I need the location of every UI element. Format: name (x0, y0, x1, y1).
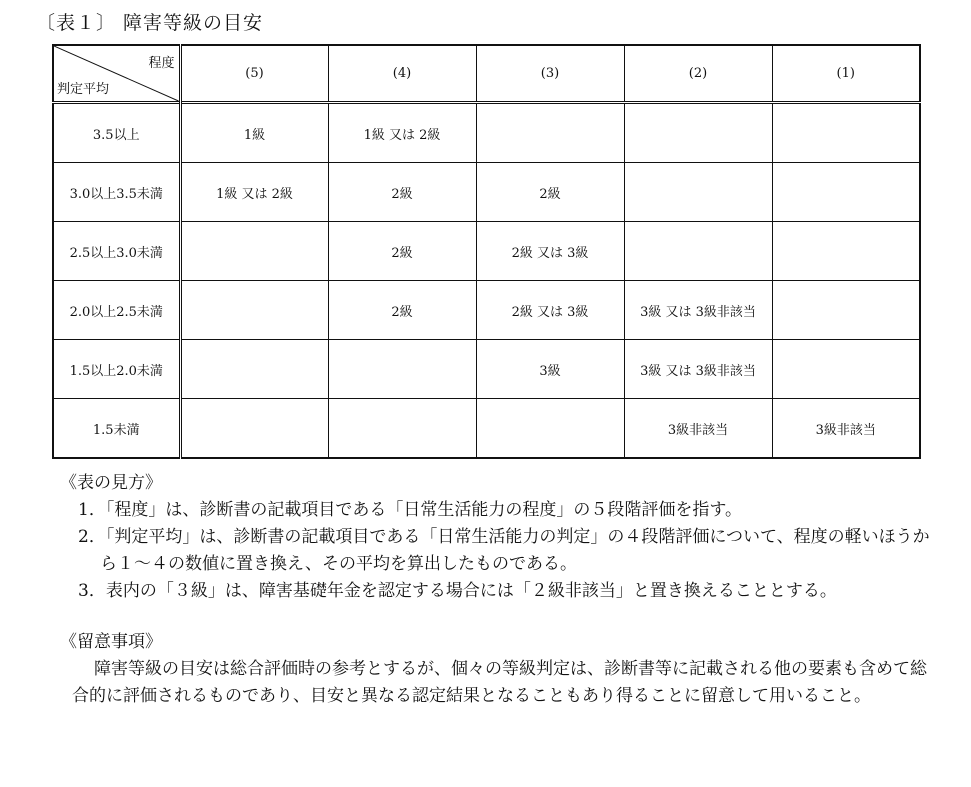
column-header: (4) (328, 45, 476, 103)
grade-cell (624, 222, 772, 281)
corner-average-label: 判定平均 (57, 82, 110, 97)
grade-cell (772, 222, 920, 281)
grade-table (52, 44, 921, 459)
grade-cell: 3級非該当 (624, 399, 772, 459)
corner-cell (53, 45, 180, 103)
grade-cell: 2級 (476, 163, 624, 222)
grade-cell: 2級 (328, 281, 476, 340)
grade-cell (772, 103, 920, 163)
table-header-row (53, 45, 920, 103)
row-label: 3.0以上3.5未満 (53, 163, 180, 222)
grade-cell: 2級 (328, 163, 476, 222)
row-label: 2.5以上3.0未満 (53, 222, 180, 281)
table-title: 〔表１〕 障害等級の目安 (36, 12, 264, 34)
column-header: (5) (180, 45, 328, 103)
grade-cell: 3級非該当 (772, 399, 920, 459)
grade-cell (624, 163, 772, 222)
grade-cell: 1級 (180, 103, 328, 163)
grade-cell: 1級 又は 2級 (328, 103, 476, 163)
grade-cell: 1級 又は 2級 (180, 163, 328, 222)
row-label: 1.5未満 (53, 399, 180, 459)
grade-cell (772, 281, 920, 340)
row-label: 1.5以上2.0未満 (53, 340, 180, 399)
grade-cell (180, 281, 328, 340)
grade-cell (328, 340, 476, 399)
grade-cell: 3級 (476, 340, 624, 399)
grade-cell (476, 399, 624, 459)
grade-cell: 2級 又は 3級 (476, 222, 624, 281)
grade-cell: 2級 又は 3級 (476, 281, 624, 340)
table-row (53, 399, 920, 459)
grade-cell: 3級 又は 3級非該当 (624, 340, 772, 399)
grade-cell (180, 340, 328, 399)
table-row (53, 103, 920, 163)
column-header: (3) (476, 45, 624, 103)
table-row (53, 222, 920, 281)
notes-heading: 《留意事項》 (60, 632, 162, 652)
row-label: 3.5以上 (53, 103, 180, 163)
column-header: (1) (772, 45, 920, 103)
howto-item: 2．「判定平均」は、診断書の記載項目である「日常生活能力の判定」の４段階評価について、程度の軽いほうから１～４の数値に置き換え、その平均を算出したものである。 (78, 527, 930, 574)
howto-item: 1．「程度」は、診断書の記載項目である「日常生活能力の程度」の５段階評価を指す。 (78, 500, 742, 520)
grade-cell (624, 103, 772, 163)
grade-cell: 3級 又は 3級非該当 (624, 281, 772, 340)
grade-cell (476, 103, 624, 163)
column-header: (2) (624, 45, 772, 103)
notes-text: 障害等級の目安は総合評価時の参考とするが、個々の等級判定は、診断書等に記載される他の要素も含めて総合的に評価されるものであり、目安と異なる認定結果となることもあり得ることに留意して用いること。 (72, 659, 927, 706)
grade-cell (772, 340, 920, 399)
grade-cell (180, 399, 328, 459)
row-label: 2.0以上2.5未満 (53, 281, 180, 340)
grade-cell (180, 222, 328, 281)
howto-heading: 《表の見方》 (60, 473, 162, 493)
grade-cell (772, 163, 920, 222)
howto-item: 3．表内の「３級」は、障害基礎年金を認定する場合には「２級非該当」と置き換えることとする。 (78, 581, 837, 601)
table-row (53, 281, 920, 340)
notes-section (60, 470, 940, 710)
grade-cell (328, 399, 476, 459)
grade-cell: 2級 (328, 222, 476, 281)
corner-degree-label: 程度 (148, 56, 175, 71)
table-row (53, 163, 920, 222)
table-row (53, 340, 920, 399)
